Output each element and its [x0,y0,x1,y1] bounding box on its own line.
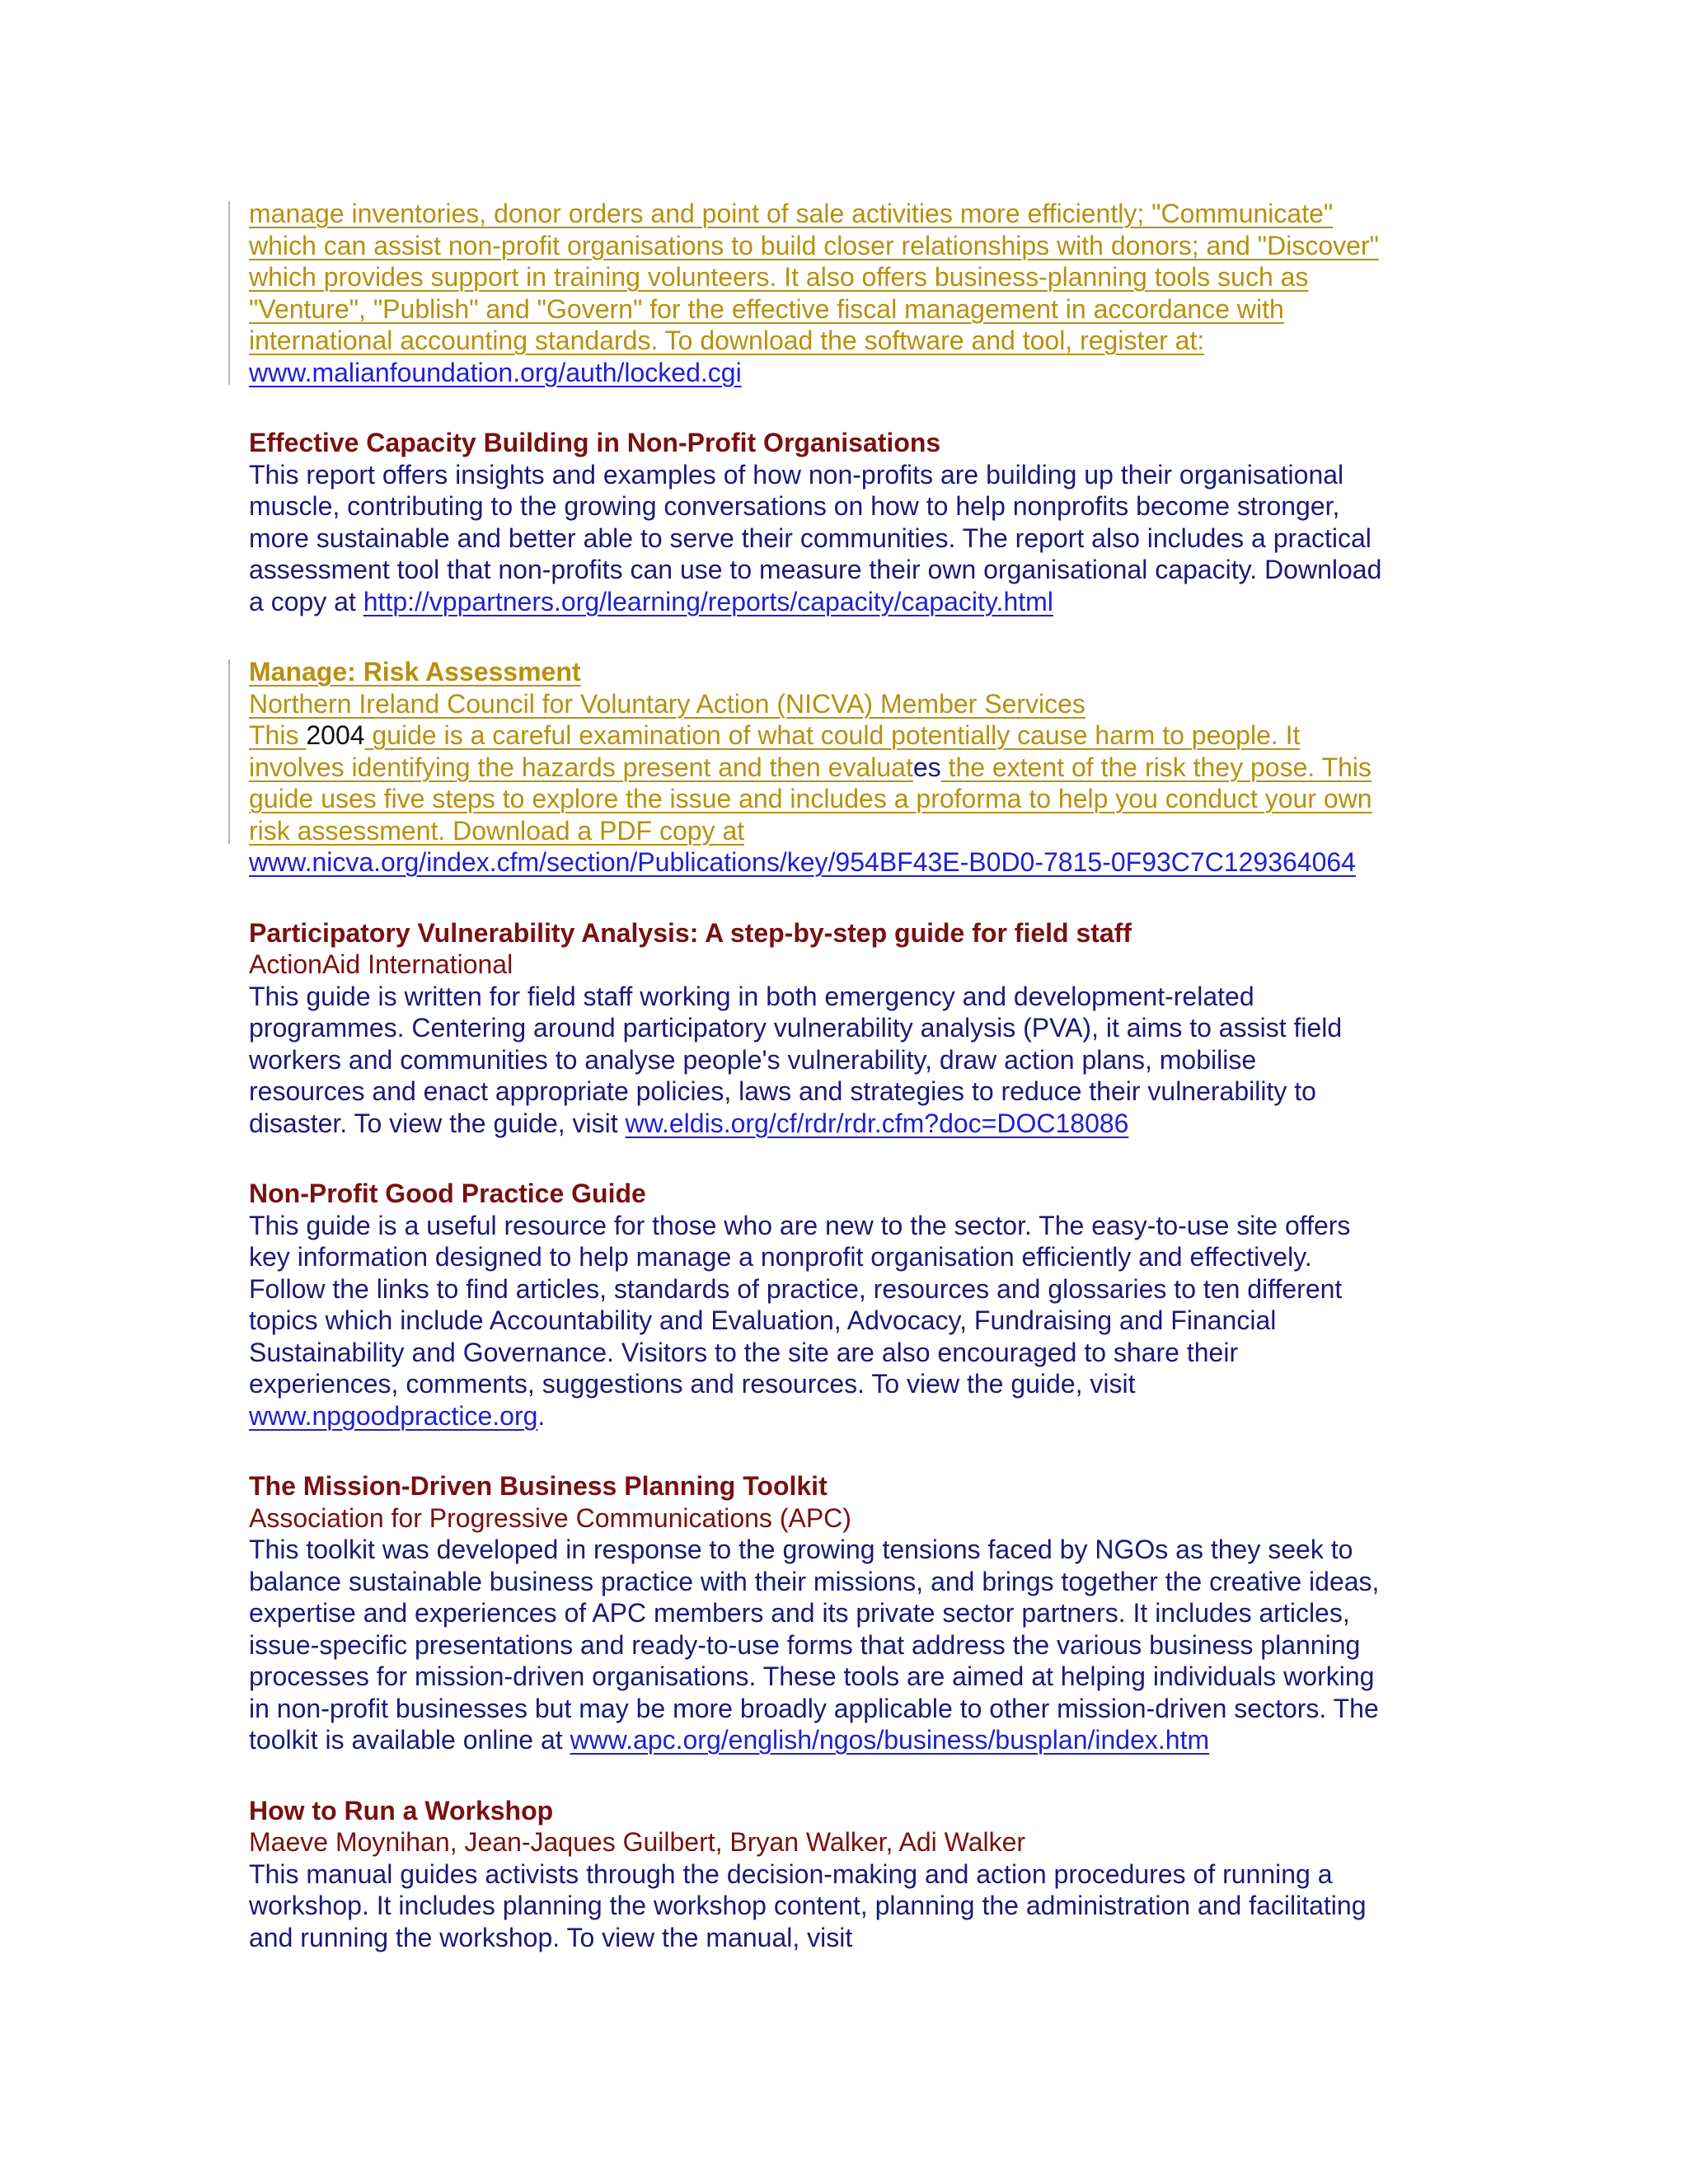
intro-line-3: which provides support in training volunteers. It also offers business-planning tools such as [249,262,1309,292]
goodpractice-line-3: Follow the links to find articles, standards of practice, resources and glossaries to ten different [249,1273,1343,1304]
goodpractice-title: Non-Profit Good Practice Guide [249,1179,646,1208]
intro-line-4: "Venture", "Publish" and "Govern" for the effective fiscal management in accordance with [249,293,1284,324]
risk-author: Northern Ireland Council for Voluntary Action (NICVA) Member Services [249,688,1085,719]
goodpractice-line-2: key information designed to help manage a nonprofit organisation efficiently and effectively. [249,1242,1312,1272]
risk-line-2-plain: es [912,752,941,782]
pva-title: Participatory Vulnerability Analysis: A step-by-step guide for field staff [249,917,1132,948]
risk-line-3: guide uses five steps to explore the issue and includes a proforma to help you conduct your own [249,784,1372,813]
capacity-line-2: muscle, contributing to the growing conversations on how to help nonprofits become stronger, [249,491,1340,521]
pva-author: ActionAid International [249,949,513,979]
mission-last-text: toolkit is available online at [249,1725,570,1755]
eldis-link[interactable]: ww.eldis.org/cf/rdr/rdr.cfm?doc=DOC18086 [625,1108,1129,1138]
goodpractice-section [249,1178,1461,1432]
intro-line-2: which can assist non-profit organisations to build closer relationships with donors; and "Discover" [249,230,1379,260]
workshop-author: Maeve Moynihan, Jean-Jaques Guilbert, Bryan Walker, Adi Walker [249,1827,1026,1857]
capacity-line-3: more sustainable and better able to serve their communities. The report also includes a practical [249,523,1372,553]
goodpractice-line-1: This guide is a useful resource for those who are new to the sector. The easy-to-use site offers [249,1210,1351,1240]
capacity-line-4: assessment tool that non-profits can use to measure their own organisational capacity. Download [249,555,1382,584]
malianfoundation-link[interactable]: www.malianfoundation.org/auth/locked.cgi [249,357,742,387]
capacity-last-text: a copy at [249,586,363,616]
nicva-link[interactable]: www.nicva.org/index.cfm/section/Publications/key/954BF43E-B0D0-7815-0F93C7C129364064 [249,847,1356,877]
mission-line-1: This toolkit was developed in response to the growing tensions faced by NGOs as they seek to [249,1535,1353,1564]
workshop-line-2: workshop. It includes planning the workshop content, planning the administration and facilitating [249,1891,1367,1920]
mission-section [249,1470,1461,1756]
intro-line-5: international accounting standards. To download the software and tool, register at: [249,326,1205,355]
capacity-title: Effective Capacity Building in Non-Profit Organisations [249,428,941,457]
pva-line-2: programmes. Centering around participatory vulnerability analysis (PVA), it aims to assist field [249,1013,1343,1043]
pva-line-1: This guide is written for field staff working in both emergency and development-related [249,981,1254,1011]
mission-line-3: expertise and experiences of APC members and its private sector partners. It includes articles, [249,1598,1350,1628]
change-bar [228,659,230,844]
mission-author: Association for Progressive Communications (APC) [249,1502,851,1533]
pva-last-text: disaster. To view the guide, visit [249,1108,626,1138]
vppartners-link[interactable]: http://vppartners.org/learning/reports/capacity/capacity.html [363,586,1053,616]
workshop-section [249,1795,1461,1954]
mission-line-2: balance sustainable business practice with their missions, and brings together the creative ideas, [249,1566,1380,1596]
pva-section [249,917,1461,1140]
capacity-section [249,427,1461,617]
risk-line-1a: This [249,720,307,750]
capacity-line-1: This report offers insights and examples of how non-profits are building up their organisational [249,459,1344,490]
npgoodpractice-link[interactable]: www.npgoodpractice.org [249,1400,538,1431]
risk-line-2b: the extent of the risk they pose. This [940,752,1372,782]
apc-link[interactable]: www.apc.org/english/ngos/business/busplan/index.htm [570,1725,1210,1755]
workshop-line-1: This manual guides activists through the decision-making and action procedures of running a [249,1858,1333,1889]
pva-line-3: workers and communities to analyse people's vulnerability, draw action plans, mobilise [249,1044,1257,1075]
mission-line-5: processes for mission-driven organisations. These tools are aimed at helping individuals working [249,1661,1375,1691]
workshop-line-3: and running the workshop. To view the manual, visit [249,1922,853,1952]
risk-line-1b: guide is a careful examination of what could potentially cause harm to people. It [364,720,1301,750]
risk-section [249,656,1461,879]
mission-title: The Mission-Driven Business Planning Toolkit [249,1471,828,1501]
workshop-title: How to Run a Workshop [249,1795,554,1825]
risk-line-4: risk assessment. Download a PDF copy at [249,815,745,846]
risk-line-2a: involves identifying the hazards present and then evaluat [249,752,913,782]
goodpractice-period: . [537,1400,546,1431]
risk-title: Manage: Risk Assessment [249,657,581,687]
goodpractice-line-5: Sustainability and Governance. Visitors to the site are also encouraged to share their [249,1337,1239,1367]
intro-line-1: manage inventories, donor orders and point of sale activities more efficiently; "Communicate" [249,199,1334,228]
change-bar [228,201,230,385]
document-page [249,198,1461,1953]
pva-line-4: resources and enact appropriate policies, laws and strategies to reduce their vulnerability to [249,1076,1316,1106]
tracked-intro-paragraph [249,198,1461,388]
mission-line-6: in non-profit businesses but may be more broadly applicable to other mission-driven sectors. The [249,1693,1379,1723]
goodpractice-line-4: topics which include Accountability and Evaluation, Advocacy, Fundraising and Financial [249,1305,1277,1335]
goodpractice-line-6: experiences, comments, suggestions and resources. To view the guide, visit [249,1369,1136,1399]
mission-line-4: issue-specific presentations and ready-to-use forms that address the various business planning [249,1629,1361,1660]
risk-year: 2004 [306,720,365,750]
